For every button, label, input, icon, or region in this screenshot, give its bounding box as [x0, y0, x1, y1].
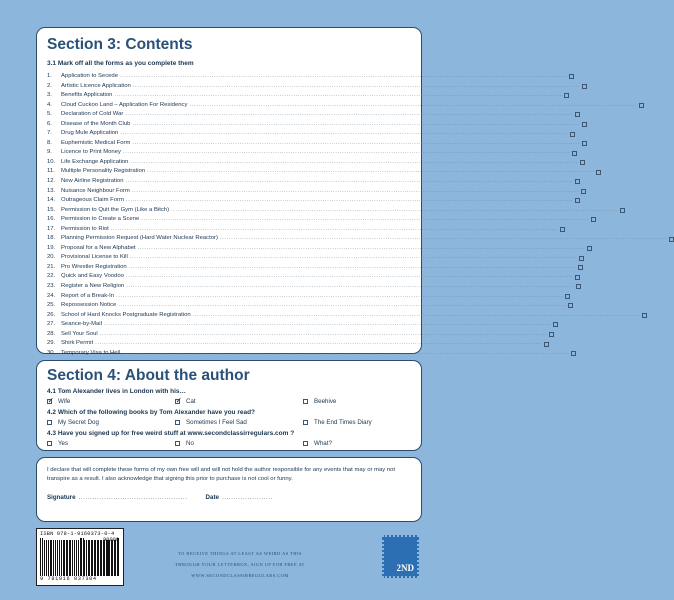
option-checkbox[interactable]	[303, 420, 308, 425]
barcode-bar	[66, 540, 67, 576]
item-label: Nuisance Neighbour Form	[61, 187, 130, 194]
list-item	[47, 177, 573, 187]
barcode-bar	[106, 540, 107, 576]
list-item	[47, 263, 577, 273]
item-number: 24.	[47, 292, 56, 299]
list-item	[47, 72, 568, 82]
barcode-bar	[95, 540, 96, 576]
barcode-bar	[50, 540, 52, 576]
item-checkbox[interactable]	[564, 93, 569, 98]
item-label: Artistic Licence Application	[61, 82, 131, 89]
leader-dots: ........................................................................................................................................................................................................	[129, 254, 578, 261]
leader-dots: ........................................................................................................................................................................................................	[114, 92, 562, 99]
barcode-bar	[48, 540, 49, 576]
answer-option[interactable]	[303, 418, 403, 427]
leader-dots: ........................................................................................................................................................................................................	[147, 168, 595, 175]
leader-dots: ........................................................................................................................................................................................................	[137, 244, 585, 251]
leader-dots: ........................................................................................................................................................................................................	[128, 263, 577, 270]
barcode-bar	[55, 540, 57, 576]
isbn-bottom-text: 9 781916 037304	[40, 576, 97, 582]
list-item	[47, 82, 581, 92]
declaration-panel	[36, 457, 422, 522]
section-4-title: Section 4: About the author	[47, 367, 250, 384]
item-checkbox[interactable]	[570, 132, 575, 137]
item-label: Proposal for a New Alphabet	[61, 244, 136, 251]
leader-dots: ........................................................................................................................................................................................................	[125, 111, 573, 118]
leader-dots: ........................................................................................................................................................................................................	[118, 302, 566, 309]
answer-option[interactable]	[47, 418, 175, 427]
question-text: 4.1 Tom Alexander lives in London with his…	[47, 388, 187, 395]
list-item	[47, 101, 637, 111]
item-label: Licence to Print Money	[61, 149, 121, 156]
item-number: 6.	[47, 120, 52, 127]
section-3-panel	[36, 27, 668, 356]
item-checkbox[interactable]	[553, 322, 558, 327]
item-number: 7.	[47, 130, 52, 137]
item-label: Shirk Permit	[61, 340, 94, 347]
item-label: School of Hard Knocks Postgraduate Registration	[61, 311, 191, 318]
item-number: 5.	[47, 111, 52, 118]
contents-list	[47, 72, 668, 358]
leader-dots: ........................................................................................................................................................................................................	[192, 311, 640, 318]
item-checkbox[interactable]	[587, 246, 592, 251]
item-checkbox[interactable]	[571, 351, 576, 356]
option-checkbox[interactable]	[303, 441, 308, 446]
item-number: 2.	[47, 82, 52, 89]
barcode-bar	[83, 538, 84, 576]
list-item	[47, 282, 574, 292]
leader-dots: ........................................................................................................................................................................................................	[130, 158, 578, 165]
option-checkbox[interactable]	[47, 441, 52, 446]
option-label: Yes	[58, 440, 69, 447]
barcode-bar	[67, 540, 68, 576]
signature-row	[47, 494, 411, 501]
barcode-bar	[112, 540, 113, 576]
leader-dots: ........................................................................................................................................................................................................	[122, 349, 570, 356]
barcode-bar	[100, 540, 101, 576]
option-label: Sometimes I Feel Sad	[186, 419, 247, 426]
option-checkbox[interactable]	[303, 399, 308, 404]
list-item	[47, 320, 552, 330]
option-checkbox[interactable]	[47, 399, 52, 404]
barcode-bar	[111, 540, 112, 576]
barcode-bar	[88, 540, 90, 576]
option-checkbox[interactable]	[175, 399, 180, 404]
leader-dots: ........................................................................................................................................................................................................	[125, 178, 573, 185]
option-checkbox[interactable]	[47, 420, 52, 425]
price-code: 90000	[103, 537, 119, 543]
item-checkbox[interactable]	[639, 103, 644, 108]
list-item	[47, 148, 571, 158]
list-item	[47, 234, 668, 244]
item-label: Multiple Personality Registration	[61, 168, 146, 175]
item-checkbox[interactable]	[591, 217, 596, 222]
item-checkbox[interactable]	[596, 170, 601, 175]
answer-option[interactable]	[175, 418, 303, 427]
barcode-bar	[53, 540, 54, 576]
leader-dots: ........................................................................................................................................................................................................	[131, 187, 580, 194]
item-label: New Airline Registration	[61, 178, 124, 185]
list-item	[47, 301, 566, 311]
leader-dots: ........................................................................................................................................................................................................	[99, 330, 548, 337]
question-text: 4.3 Have you signed up for free weird stuff at www.secondclassirregulars.com ?	[47, 430, 295, 437]
postage-stamp-icon	[382, 535, 419, 578]
leader-dots: ........................................................................................................................................................................................................	[189, 101, 637, 108]
item-checkbox[interactable]	[669, 237, 674, 242]
item-checkbox[interactable]	[578, 265, 583, 270]
leader-dots: ........................................................................................................................................................................................................	[120, 130, 568, 137]
option-label: My Secret Dog	[58, 419, 99, 426]
item-number: 21.	[47, 263, 56, 270]
item-number: 29.	[47, 340, 56, 347]
item-checkbox[interactable]	[565, 294, 570, 299]
item-label: Euphemistic Medical Form	[61, 139, 131, 146]
item-checkbox[interactable]	[582, 84, 587, 89]
item-label: Register a New Religion	[61, 283, 125, 290]
item-label: Temporary Visa to Hell	[61, 349, 121, 356]
barcode-bars	[40, 538, 120, 576]
leader-dots: ........................................................................................................................................................................................................	[132, 120, 580, 127]
item-number: 14.	[47, 197, 56, 204]
option-label: Cat	[186, 398, 196, 405]
item-number: 18.	[47, 235, 56, 242]
item-number: 20.	[47, 254, 56, 261]
barcode-bar	[74, 540, 75, 576]
list-item	[47, 206, 619, 216]
item-label: Permission to Create a Scene	[61, 216, 140, 223]
item-label: Drug Mule Application	[61, 130, 119, 137]
barcode-bar	[69, 540, 71, 576]
signature-field[interactable]: ...............................................	[78, 494, 188, 501]
item-label: Planning Permission Request (Hard Water Nuclear Reactor)	[61, 235, 218, 242]
list-item	[47, 167, 595, 177]
option-row	[47, 418, 411, 427]
leader-dots: ........................................................................................................................................................................................................	[116, 292, 564, 299]
item-checkbox[interactable]	[560, 227, 565, 232]
answer-option[interactable]	[175, 397, 303, 406]
barcode-bar	[72, 540, 73, 576]
barcode-bar	[86, 540, 87, 576]
barcode-bar	[118, 538, 119, 576]
item-number: 28.	[47, 330, 56, 337]
date-label: Date	[205, 494, 219, 501]
list-item	[47, 330, 548, 340]
item-checkbox[interactable]	[575, 275, 580, 280]
item-label: Quick and Easy Voodoo	[61, 273, 124, 280]
leader-dots: ........................................................................................................................................................................................................	[119, 73, 568, 79]
answer-option[interactable]	[303, 439, 403, 448]
barcode-bar	[61, 540, 63, 576]
barcode-bar	[84, 540, 85, 576]
item-checkbox[interactable]	[569, 74, 574, 79]
barcode-bar	[44, 540, 46, 576]
item-checkbox[interactable]	[579, 256, 584, 261]
list-item	[47, 339, 543, 349]
barcode-bar	[103, 540, 105, 576]
barcode-bar	[94, 540, 95, 576]
barcode-bar	[101, 540, 102, 576]
answer-option[interactable]	[47, 439, 175, 448]
item-label: Declaration of Cold War	[61, 111, 124, 118]
option-label: No	[186, 440, 194, 447]
item-label: Provisional License to Kill	[61, 254, 128, 261]
list-item	[47, 110, 573, 120]
barcode-bar	[40, 538, 41, 576]
list-item	[47, 272, 574, 282]
item-checkbox[interactable]	[575, 198, 580, 203]
item-number: 11.	[47, 168, 55, 175]
date-field[interactable]: ......................	[221, 494, 273, 501]
item-number: 13.	[47, 187, 56, 194]
item-checkbox[interactable]	[549, 332, 554, 337]
item-label: Pro Wrestler Registration	[61, 263, 127, 270]
barcode-bar	[114, 540, 116, 576]
section-3-subheading: 3.1 Mark off all the forms as you complete them	[47, 60, 194, 67]
list-item	[47, 158, 578, 168]
signature-label: Signature	[47, 494, 76, 501]
item-label: Cloud Cuckoo Land – Application For Residency	[61, 101, 188, 108]
item-label: Permission to Riot	[61, 225, 109, 232]
option-row	[47, 397, 411, 406]
item-label: Disease of the Month Club	[61, 120, 131, 127]
stamp-mark: 2ND	[396, 563, 414, 573]
leader-dots: ........................................................................................................................................................................................................	[141, 216, 589, 223]
list-item	[47, 215, 589, 225]
leader-dots: ........................................................................................................................................................................................................	[110, 225, 559, 232]
item-checkbox[interactable]	[580, 160, 585, 165]
leader-dots: ........................................................................................................................................................................................................	[103, 321, 552, 328]
barcode-bar	[117, 538, 118, 576]
item-number: 15.	[47, 206, 56, 213]
item-checkbox[interactable]	[576, 284, 581, 289]
barcode-bar	[46, 540, 47, 576]
item-label: Permission to Quit the Gym (Like a Bitch)	[61, 206, 170, 213]
item-label: Application to Secede	[61, 73, 118, 79]
option-checkbox[interactable]	[175, 441, 180, 446]
barcode-bar	[42, 538, 43, 576]
item-label: Benefits Application	[61, 92, 113, 99]
leader-dots: ........................................................................................................................................................................................................	[125, 273, 574, 280]
list-item	[47, 253, 578, 263]
barcode-bar	[107, 540, 109, 576]
item-number: 8.	[47, 139, 52, 146]
list-item	[47, 225, 559, 235]
barcode-bar	[76, 540, 78, 576]
item-number: 30.	[47, 349, 56, 356]
item-number: 17.	[47, 225, 56, 232]
item-number: 27.	[47, 321, 56, 328]
item-number: 19.	[47, 244, 56, 251]
isbn-barcode	[36, 528, 124, 586]
list-item	[47, 311, 640, 321]
answer-option[interactable]	[47, 397, 175, 406]
declaration-text: I declare that will complete these forms of my own free will and will not hold the author responsible for any events that may or may not transpire as a result. I also acknowledge that signing this prior to purchase is not cool or funny.	[47, 467, 396, 482]
item-number: 25.	[47, 302, 56, 309]
item-number: 1.	[47, 73, 52, 79]
list-item	[47, 349, 570, 359]
item-checkbox[interactable]	[575, 179, 580, 184]
list-item	[47, 292, 564, 302]
item-label: Seance-by-Mail	[61, 321, 102, 328]
promo-line-3: WWW.SECONDCLASSIRREGULARS.COM	[191, 573, 289, 578]
leader-dots: ........................................................................................................................................................................................................	[219, 235, 668, 242]
item-label: Repossession Notice	[61, 302, 117, 309]
leader-dots: ........................................................................................................................................................................................................	[126, 283, 574, 290]
isbn-top-text: ISBN 978-1-9160373-0-4	[40, 531, 115, 537]
barcode-bar	[59, 540, 60, 576]
leader-dots: ........................................................................................................................................................................................................	[132, 82, 581, 89]
list-item	[47, 187, 580, 197]
item-checkbox[interactable]	[642, 313, 647, 318]
item-number: 16.	[47, 216, 56, 223]
item-checkbox[interactable]	[581, 189, 586, 194]
item-checkbox[interactable]	[582, 141, 587, 146]
leader-dots: ........................................................................................................................................................................................................	[95, 340, 543, 347]
barcode-bar	[80, 538, 82, 576]
barcode-bar	[63, 540, 65, 576]
barcode-bar	[91, 540, 93, 576]
promo-line-2: THROUGH YOUR LETTERBOX, SIGN UP FOR FREE AT	[175, 562, 305, 567]
promo-text	[150, 548, 330, 581]
barcode-bar	[57, 540, 58, 576]
item-checkbox[interactable]	[572, 151, 577, 156]
section-3-title: Section 3: Contents	[47, 36, 193, 53]
barcode-bar	[78, 540, 79, 576]
item-checkbox[interactable]	[544, 342, 549, 347]
answer-option[interactable]	[175, 439, 303, 448]
item-number: 22.	[47, 273, 56, 280]
barcode-bar	[97, 540, 99, 576]
item-number: 12.	[47, 178, 56, 185]
item-checkbox[interactable]	[568, 303, 573, 308]
leader-dots: ........................................................................................................................................................................................................	[122, 149, 571, 156]
item-number: 23.	[47, 283, 56, 290]
list-item	[47, 196, 574, 206]
list-item	[47, 244, 585, 254]
item-number: 26.	[47, 311, 56, 318]
option-label: The End Times Diary	[314, 419, 372, 426]
item-checkbox[interactable]	[582, 122, 587, 127]
item-label: Life Exchange Application	[61, 158, 129, 165]
leader-dots: ........................................................................................................................................................................................................	[125, 197, 574, 204]
item-number: 4.	[47, 101, 52, 108]
list-item	[47, 91, 562, 101]
list-item	[47, 120, 580, 130]
section-4-panel	[36, 360, 422, 451]
question-text: 4.2 Which of the following books by Tom Alexander have you read?	[47, 409, 256, 416]
question-list	[47, 388, 411, 448]
list-item	[47, 129, 568, 139]
option-checkbox[interactable]	[175, 420, 180, 425]
option-row	[47, 439, 411, 448]
answer-option[interactable]	[303, 397, 403, 406]
item-number: 10.	[47, 158, 56, 165]
leader-dots: ........................................................................................................................................................................................................	[171, 206, 619, 213]
item-label: Report of a Break-In	[61, 292, 115, 299]
item-checkbox[interactable]	[575, 112, 580, 117]
item-label: Outrageous Claim Form	[61, 197, 124, 204]
leader-dots: ........................................................................................................................................................................................................	[132, 139, 580, 146]
option-label: Wife	[58, 398, 71, 405]
item-checkbox[interactable]	[620, 208, 625, 213]
item-label: Sell Your Soul	[61, 330, 98, 337]
option-label: What?	[314, 440, 332, 447]
item-number: 9.	[47, 149, 52, 156]
item-number: 3.	[47, 92, 52, 99]
list-item	[47, 139, 580, 149]
promo-line-1: TO RECEIVE THINGS AT LEAST AS WEIRD AS THIS	[178, 551, 302, 556]
option-label: Beehive	[314, 398, 337, 405]
